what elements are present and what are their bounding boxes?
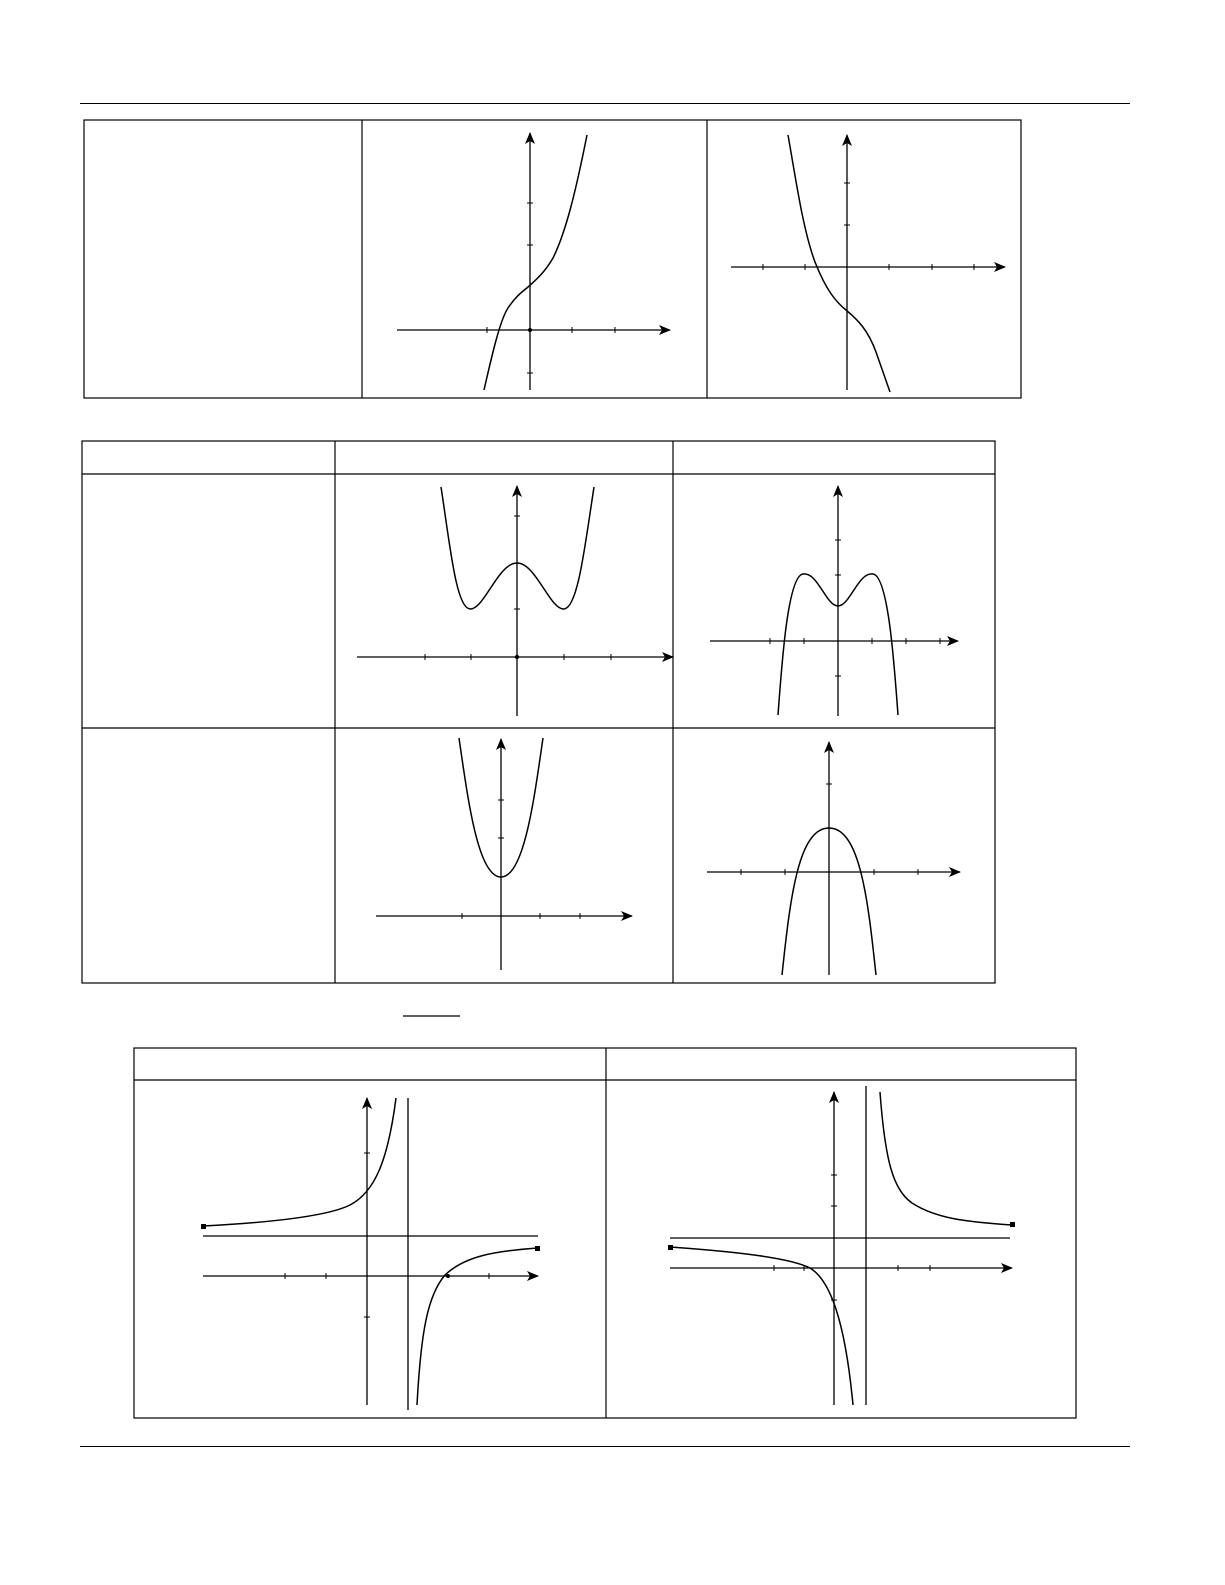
right-branch [417,1248,538,1405]
cubic-curve [484,135,587,390]
rational-right-graph [668,1086,1015,1405]
origin-point [528,328,532,332]
rational-table [134,1048,1076,1418]
ticks [763,183,974,270]
cubic-increasing-graph [397,133,670,390]
quartic-inverted-u-graph [707,742,960,975]
left-branch [670,1247,853,1405]
ticks [770,540,940,676]
quartic-u-graph [376,738,632,970]
cubic-decreasing-graph [731,135,1005,392]
ticks [285,1153,489,1317]
x-intercept-point [446,1274,450,1278]
quartic-w-graph [357,486,673,716]
rational-table-border [134,1048,1076,1418]
ticks [462,800,580,919]
quartic-table-border [82,441,995,983]
quartic-m-graph [710,486,958,716]
origin-point [515,655,519,659]
ticks [425,516,611,660]
cubic-curve [788,135,890,392]
ticks [487,203,615,373]
rational-left-graph [201,1098,540,1410]
right-branch [880,1092,1012,1225]
quartic-table [82,441,995,983]
